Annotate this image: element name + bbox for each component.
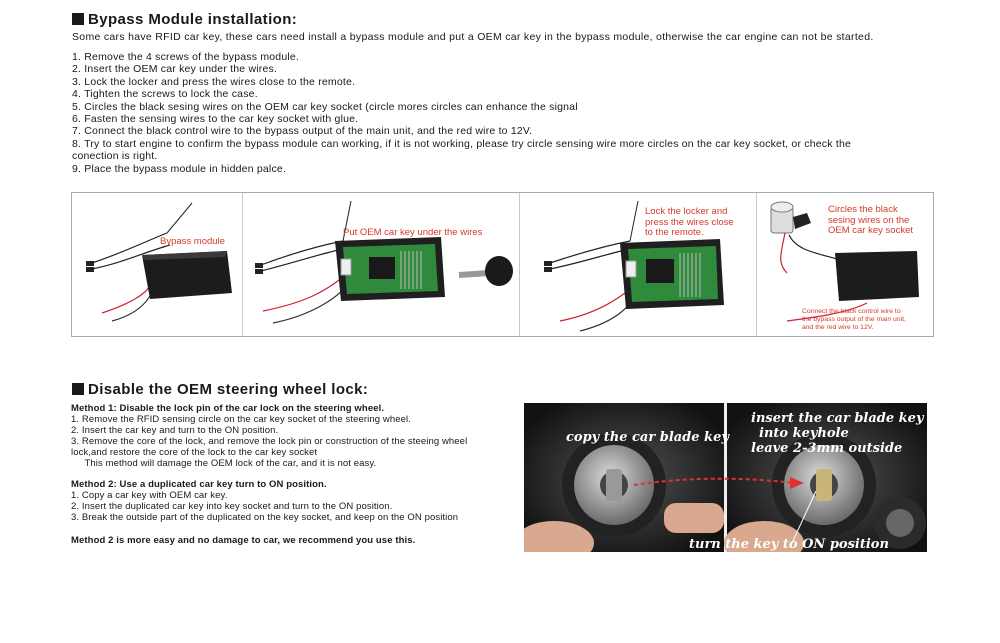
- list-item: 2. Insert the duplicated car key into key socket and turn to the ON position.: [71, 501, 393, 512]
- ignition-photo: [524, 403, 927, 552]
- caption-line: insert the car blade key: [751, 411, 924, 426]
- square-bullet-icon: [72, 13, 84, 25]
- recommendation-text: Method 2 is more easy and no damage to car, we recommend you use this.: [71, 535, 416, 546]
- list-item: This method will damage the OEM lock of the car, and it is not easy.: [71, 458, 377, 469]
- steering-title-text: Disable the OEM steering wheel lock:: [88, 381, 369, 398]
- label-line: Circles the black: [828, 204, 898, 215]
- note-line: and the red wire to 12V.: [802, 324, 874, 331]
- steering-section-title: [72, 381, 368, 398]
- bypass-steps-list: [72, 51, 952, 175]
- bypass-intro: Some cars have RFID car key, these cars need install a bypass module and put a OEM car key in the bypass module, otherwise the car engine can not be started.: [72, 31, 874, 43]
- list-item: 3. Break the outside part of the duplicated on the key socket, and keep on the ON position: [71, 512, 459, 523]
- bypass-section-title: [72, 11, 297, 28]
- list-item: conection is right.: [72, 150, 158, 163]
- label-line: sesing wires on the: [828, 214, 910, 226]
- photo-caption-turn: turn the key to ON position: [689, 537, 889, 552]
- method1-title: Method 1: Disable the lock pin of the car lock on the steering wheel.: [71, 403, 385, 414]
- bypass-title-text: Bypass Module installation:: [88, 11, 298, 28]
- square-bullet-icon: [72, 383, 84, 395]
- list-item: 1. Copy a car key with OEM car key.: [71, 490, 228, 501]
- photo-caption-insert: [751, 411, 924, 456]
- list-item: 5. Circles the black sesing wires on the OEM car key socket (circle mores circles can enhance the signal: [72, 100, 578, 113]
- label-line: OEM car key socket: [828, 225, 913, 236]
- method1-block: [71, 403, 519, 469]
- list-item: 7. Connect the black control wire to the bypass output of the main unit, and the red wire to 12V.: [72, 125, 533, 138]
- installation-image-strip: [71, 192, 934, 337]
- list-item: lock,and restore the core of the lock to the car key socket: [71, 447, 318, 458]
- label-line: Lock the locker and: [645, 206, 728, 217]
- photo-caption-copy: copy the car blade key: [566, 430, 729, 445]
- caption-line: leave 2-3mm outside: [751, 441, 903, 456]
- list-item: 2. Insert the OEM car key under the wires.: [72, 63, 278, 76]
- list-item: 4. Tighten the screws to lock the case.: [72, 88, 258, 101]
- method2-block: [71, 479, 519, 523]
- list-item: 9. Place the bypass module in hidden palce.: [72, 162, 287, 175]
- connect-wire-note: [802, 308, 906, 332]
- label-line: press the wires close: [645, 216, 734, 228]
- lock-locker-label: [645, 207, 734, 239]
- put-key-label: Put OEM car key under the wires: [343, 227, 483, 238]
- list-item: 1. Remove the 4 screws of the bypass module.: [72, 51, 300, 63]
- list-item: 3. Remove the core of the lock, and remove the lock pin or construction of the steeing wheel: [71, 436, 468, 447]
- list-item: 6. Fasten the sensing wires to the car key socket with glue.: [72, 113, 359, 126]
- list-item: 2. Insert the car key and turn to the ON position.: [71, 425, 279, 436]
- list-item: 3. Lock the locker and press the wires close to the remote.: [72, 75, 356, 88]
- caption-line: into keyhole: [759, 426, 849, 441]
- oem-key-pcb-illustration: [243, 193, 519, 336]
- circle-wires-label: [828, 205, 913, 237]
- label-line: to the remote.: [645, 227, 704, 238]
- bypass-module-illustration: [72, 193, 242, 336]
- bypass-module-label: Bypass module: [160, 236, 225, 247]
- list-item: 8. Try to start engine to confirm the bypass module can working, if it is not working, please try circle sensing wire more circles on the car key socket, or check the: [72, 137, 852, 150]
- note-line: Connect the black control wire to: [802, 308, 901, 315]
- list-item: 1. Remove the RFID sensing circle on the car key socket of the steering wheel.: [71, 414, 411, 425]
- note-line: the bypass output of the main unit,: [802, 316, 906, 323]
- method2-title: Method 2: Use a duplicated car key turn to ON position.: [71, 479, 327, 490]
